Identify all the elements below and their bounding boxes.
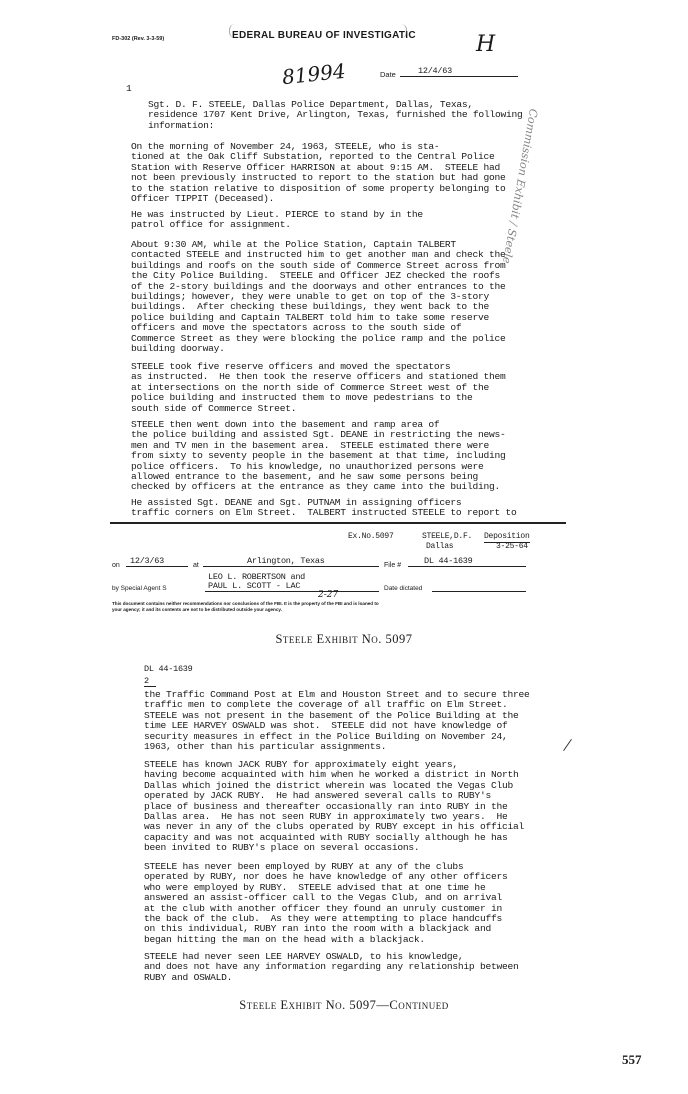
date-dictated-line [432, 591, 526, 592]
on-label: on [112, 562, 120, 569]
page2-paragraph-2: STEELE has known JACK RUBY for approximately eight years, having become acquainted with him when he worked a district in North Dallas which joined the district wherein was located the Vegas Club operated by JACK RUBY. He had answered several calls to RUBY's place of business and thereafter occasionally ran into RUBY in the Dallas area. He has not seen RUBY in approximately two years. He was never in any of the clubs operated by RUBY except in his official capacity and was not acquainted with RUBY socially although he has been invited to RUBY's place on several occasions. [144, 759, 524, 854]
on-date: 12/3/63 [126, 556, 188, 567]
exhibit-title: Steele Exhibit No. 5097 [275, 632, 413, 646]
paragraph-1: Sgt. D. F. STEELE, Dallas Police Department, Dallas, Texas, residence 1707 Kent Drive, Arlington, Texas, furnished the following information: [148, 99, 523, 131]
deposition-date: 3-25-64 [496, 542, 528, 551]
at-label: at [193, 562, 199, 569]
page2-page-number: 2 [144, 676, 149, 686]
paragraph-7: He assisted Sgt. DEANE and Sgt. PUTNAM in assigning officers traffic corners on Elm Street. TALBERT instructed STEELE to report to [131, 497, 517, 519]
agents-line-2: PAUL L. SCOTT - LAC [205, 581, 379, 592]
exhibit-title-continued: Steele Exhibit No. 5097—Continued [239, 998, 449, 1012]
agents-line-1: LEO L. ROBERTSON and [208, 572, 306, 582]
page2-paragraph-4: STEELE had never seen LEE HARVEY OSWALD, to his knowledge, and does not have any information regarding any relationship between RUBY and OSWALD. [144, 951, 519, 983]
margin-tick [563, 739, 572, 751]
agency-title: EDERAL BUREAU OF INVESTIGATIC [232, 30, 416, 41]
disclaimer: This document contains neither recommendations nor conclusions of the FBI. It is the property of the FBI and is loaned to your agency; it and its contents are not to be distributed outside your agency. [112, 601, 379, 612]
page2-paragraph-3: STEELE has never been employed by RUBY at any of the clubs operated by RUBY, nor does he have knowledge of any other officers who were employed by RUBY. STEELE advised that at one time he answered an assist-officer call to the Vegas Club, and on arrival at the club with another officer they found an unruly customer in the back of the club. As they were attempting to place handcuffs on this individual, RUBY ran into the room with a blackjack and began hitting the man on the head with a blackjack. [144, 861, 508, 945]
footer-rule [110, 522, 566, 524]
page2-paragraph-1: the Traffic Command Post at Elm and Houston Street and to secure three traffic men to complete the coverage of all traffic on Elm Street. STEELE was not present in the basement of the Police Building at the time LEE HARVEY OSWALD was shot. STEELE did not have knowledge of security measures in effect in the Police Building on November 24, 1963, other than his particular assignments. [144, 689, 530, 753]
handwritten-number: 81994 [280, 58, 347, 90]
page-number-1: 1 [126, 83, 132, 94]
exhibit-ref: Ex.No.5097 [348, 532, 394, 541]
margin-handwriting: Commission Exhibit / Steele [499, 107, 540, 265]
date-label: Date [380, 70, 396, 79]
by-agent-label: by Special Agent S [112, 585, 167, 592]
paragraph-5: STEELE took five reserve officers and moved the spectators as instructed. He then took the reserve officers and stationed them at intersections on the north side of Commerce Street west of the police building and instructed them to move pedestrians to the south side of Commerce Street. [131, 361, 506, 414]
form-number: FD-302 (Rev. 3-3-59) [112, 36, 165, 42]
paragraph-4: About 9:30 AM, while at the Police Station, Captain TALBERT contacted STEELE and instructed him to get another man and check the buildings and roofs on the south side of Commerce Street across from the City Police Building. STEELE and Officer JEZ checked the roofs of the 2-story buildings and the doorways and other entrances to the buildings; however, they were unable to get on top of the 3-story buildings. After checking these buildings, they went back to the police building and Captain TALBERT told him to take some reserve officers and move the spectators across to the south side of Commerce Street as they were blocking the police ramp and the police building doorway. [131, 239, 506, 355]
header-seal-bracket [229, 24, 407, 38]
document-page-number: 557 [622, 1052, 642, 1067]
page2-number-underline [144, 686, 156, 687]
file-label: File # [384, 562, 402, 569]
file-number: DL 44-1639 [408, 556, 526, 567]
page2-file-number: DL 44-1639 [144, 664, 193, 674]
date-dictated-label: Date dictated [384, 585, 423, 592]
at-place: Arlington, Texas [203, 556, 379, 567]
deposition-city: Dallas [426, 542, 454, 551]
paragraph-3: He was instructed by Lieut. PIERCE to stand by in the patrol office for assignment. [131, 209, 423, 231]
deposition-label: Deposition [484, 532, 530, 543]
deposition-name: STEELE,D.F. [422, 532, 473, 541]
paragraph-6: STEELE then went down into the basement and ramp area of the police building and assisted Sgt. DEANE in restricting the news- men and TV men in the basement area. STEELE estimated there were from sixty to seventy people in the basement at that time, including police officers. To his knowledge, no unauthorized persons were allowed entrance to the basement, and he saw some persons being checked by officers at the entrance as they came into the building. [131, 419, 506, 493]
handwritten-initials: 2-27 [318, 590, 339, 600]
date-value: 12/4/63 [400, 66, 518, 77]
paragraph-2: On the morning of November 24, 1963, STEELE, who is sta- tioned at the Oak Cliff Substation, reported to the Central Police Station with Reserve Officer HARRISON at about 9:15 AM. STEELE had not been previously instructed to report to the station but had gone to the station relative to disposition of some property belonging to Officer TIPPIT (Deceased). [131, 141, 506, 205]
handwritten-h: H [476, 32, 496, 57]
